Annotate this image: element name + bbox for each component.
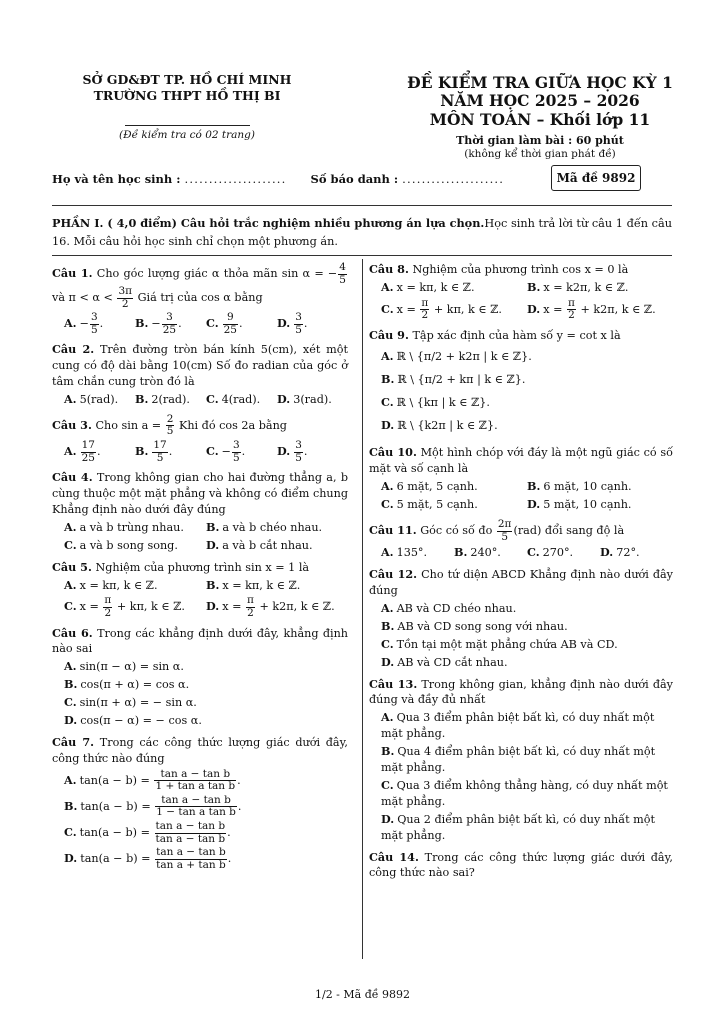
question-text: Trong các khẳng định dưới đây, khẳng định nào sai xyxy=(52,626,348,656)
student-name-field[interactable]: ..................... xyxy=(184,172,287,186)
fraction: $\frac{4}{5}$ xyxy=(339,261,346,286)
question-5 xyxy=(52,560,348,620)
option-b[interactable]: B. ℝ \ {π/2 + kπ | k ∈ ℤ}. xyxy=(381,371,526,386)
option-d[interactable]: D. x = $\frac{\pi}{2}$ + k2π, k ∈ ℤ. xyxy=(527,296,656,322)
option-b[interactable]: B. AB và CD song song với nhau. xyxy=(381,618,568,633)
option-b[interactable]: B. x = k2π, k ∈ ℤ. xyxy=(527,279,629,294)
option-c[interactable]: C. Qua 3 điểm không thẳng hàng, có duy nhất một mặt phẳng. xyxy=(381,777,668,808)
question-text: Cho góc lượng giác α thỏa mãn sin α = − xyxy=(96,267,338,281)
option-b[interactable]: B. cos(π + α) = cos α. xyxy=(64,677,190,692)
option-a[interactable]: A. a và b trùng nhau. xyxy=(64,519,184,534)
school-header xyxy=(62,72,312,142)
question-text: Khi đó cos 2a bằng xyxy=(175,418,287,432)
question-label: Câu 7. xyxy=(52,734,95,749)
option-c[interactable]: C. a và b song song. xyxy=(64,537,178,552)
question-text: Cho tứ diện ABCD Khẳng định nào dưới đây đúng xyxy=(369,568,673,597)
right-column xyxy=(369,262,673,887)
candidate-number-field[interactable]: ..................... xyxy=(402,172,505,186)
question-label: Câu 2. xyxy=(52,342,95,357)
option-c[interactable]: C. sin(π + α) = − sin α. xyxy=(64,695,197,710)
option-c[interactable]: C. tan(a − b) = $\frac{\text{tan a − tan b}}{\text{tan a − tan b}}$ . xyxy=(64,819,231,845)
question-text: Tập xác định của hàm số y = cot x là xyxy=(412,328,621,342)
question-8 xyxy=(369,262,673,322)
option-a[interactable]: A. 135°. xyxy=(381,545,428,560)
option-d[interactable]: D. AB và CD cắt nhau. xyxy=(381,654,508,669)
question-12 xyxy=(369,567,673,670)
option-c[interactable]: C. 270°. xyxy=(527,545,574,560)
student-name-label: Họ và tên học sinh : xyxy=(52,172,181,186)
question-14 xyxy=(369,850,673,882)
question-text: Nghiệm của phương trình cos x = 0 là xyxy=(412,263,629,276)
option-a[interactable]: A. 6 mặt, 5 cạnh. xyxy=(381,479,478,494)
option-d[interactable]: D. $\frac{3}{5}$ . xyxy=(277,311,308,336)
option-b[interactable]: B. tan(a − b) = $\frac{\text{tan a − tan b}}{\text{1 − tan a tan b}}$ . xyxy=(64,793,242,819)
option-c[interactable]: C. ℝ \ {kπ | k ∈ ℤ}. xyxy=(381,394,490,409)
question-text: Nghiệm của phương trình sin x = 1 là xyxy=(95,560,310,574)
question-text: Trong không gian cho hai đường thẳng a, b cùng thuộc một mặt phẳng và không có điểm chung Khẳng định nào dưới đây đúng xyxy=(52,471,348,516)
question-4 xyxy=(52,470,348,554)
question-label: Câu 3. xyxy=(52,417,92,432)
time-limit: Thời gian làm bài : 60 phút xyxy=(456,133,624,147)
question-text: Cho sin a = xyxy=(95,418,165,432)
question-2 xyxy=(52,342,348,408)
question-label: Câu 13. xyxy=(369,676,418,691)
option-c[interactable]: C. − $\frac{3}{5}$ . xyxy=(206,439,246,464)
part-one-heading xyxy=(52,214,672,251)
option-a[interactable]: A. AB và CD chéo nhau. xyxy=(381,600,517,615)
option-d[interactable]: D. ℝ \ {k2π | k ∈ ℤ}. xyxy=(381,417,498,432)
option-d[interactable]: D. Qua 2 điểm phân biệt bất kì, có duy nhất một mặt phẳng. xyxy=(381,811,655,842)
question-9 xyxy=(369,328,673,440)
option-c[interactable]: C. 5 mặt, 5 cạnh. xyxy=(381,497,478,512)
option-a[interactable]: A. sin(π − α) = sin α. xyxy=(64,659,184,674)
question-text: Trong các công thức lượng giác dưới đây, công thức nào sai? xyxy=(369,850,673,880)
fraction: $\frac{3\pi}{2}$ xyxy=(118,285,133,310)
question-text: Trong các công thức lượng giác dưới đây, công thức nào đúng xyxy=(52,735,348,765)
option-d[interactable]: D. $\frac{3}{5}$ . xyxy=(277,439,308,464)
question-label: Câu 5. xyxy=(52,559,92,574)
question-text: (rad) đổi sang độ là xyxy=(513,524,625,538)
question-10 xyxy=(369,445,673,513)
option-b[interactable]: B. − $\frac{3}{25}$ . xyxy=(135,311,182,336)
question-label: Câu 11. xyxy=(369,523,417,538)
subject-title: MÔN TOÁN – Khối lớp 11 xyxy=(429,109,651,129)
header-divider xyxy=(125,125,250,126)
option-c[interactable]: C. Tồn tại một mặt phẳng chứa AB và CD. xyxy=(381,636,618,651)
question-6 xyxy=(52,626,348,729)
option-d[interactable]: D. 5 mặt, 10 cạnh. xyxy=(527,497,632,512)
option-a[interactable]: A. $\frac{17}{25}$ . xyxy=(64,439,101,464)
option-d[interactable]: D. tan(a − b) = $\frac{\text{tan a − tan b}}{\text{tan a + tan b}}$ . xyxy=(64,846,232,871)
option-d[interactable]: D. cos(π − α) = − cos α. xyxy=(64,713,202,728)
question-label: Câu 1. xyxy=(52,266,93,281)
option-d[interactable]: D. x = $\frac{\pi}{2}$ + k2π, k ∈ ℤ. xyxy=(206,594,335,619)
question-label: Câu 6. xyxy=(52,625,93,640)
question-11 xyxy=(369,519,673,561)
question-label: Câu 8. xyxy=(369,262,409,276)
section-divider-bottom xyxy=(52,255,672,256)
option-a[interactable]: A. ℝ \ {π/2 + k2π | k ∈ ℤ}. xyxy=(381,348,532,363)
option-b[interactable]: B. 6 mặt, 10 cạnh. xyxy=(527,479,632,494)
option-d[interactable]: D. 72°. xyxy=(600,545,640,560)
department-name: SỞ GD&ĐT TP. HỒ CHÍ MINH xyxy=(82,72,292,87)
option-c[interactable]: C. x = $\frac{\pi}{2}$ + kπ, k ∈ ℤ. xyxy=(64,594,185,619)
option-a[interactable]: A. − $\frac{3}{5}$ . xyxy=(64,311,104,336)
option-c[interactable]: C. x = $\frac{\pi}{2}$ + kπ, k ∈ ℤ. xyxy=(381,296,502,322)
option-b[interactable]: B. 2(rad). xyxy=(135,392,190,406)
question-label: Câu 12. xyxy=(369,567,418,582)
option-b[interactable]: B. $\frac{17}{5}$ . xyxy=(135,439,173,464)
option-b[interactable]: B. a và b chéo nhau. xyxy=(206,519,323,534)
question-3 xyxy=(52,414,348,464)
question-1 xyxy=(52,262,348,336)
option-a[interactable]: A. x = kπ, k ∈ ℤ. xyxy=(381,279,475,294)
option-c[interactable]: C. 4(rad). xyxy=(206,392,261,406)
fraction: $\frac{2}{5}$ xyxy=(166,412,174,438)
exam-title: ĐỀ KIỂM TRA GIỮA HỌC KỲ 1 xyxy=(407,73,673,92)
option-d[interactable]: D. a và b cắt nhau. xyxy=(206,537,313,552)
school-year: NĂM HỌC 2025 – 2026 xyxy=(440,91,640,111)
option-a[interactable]: A. 5(rad). xyxy=(64,392,119,406)
question-label: Câu 10. xyxy=(369,445,417,460)
exam-code-box: Mã đề 9892 xyxy=(551,165,641,191)
question-text: Góc có số đo xyxy=(420,524,496,538)
question-label: Câu 4. xyxy=(52,470,93,485)
option-a[interactable]: A. Qua 3 điểm phân biệt bất kì, có duy nhất một mặt phẳng. xyxy=(381,710,655,741)
time-note: (không kể thời gian phát đề) xyxy=(464,147,616,160)
question-text: Trong không gian, khẳng định nào dưới đây đúng và đầy đủ nhất xyxy=(369,677,673,707)
page-footer: 1/2 - Mã đề 9892 xyxy=(314,988,411,1001)
option-a[interactable]: A. tan(a − b) = $\frac{\text{tan a − tan b}}{\text{1 + tan a tan b}}$ . xyxy=(64,767,241,793)
pages-note: (Đề kiểm tra có 02 trang) xyxy=(119,129,255,142)
option-d[interactable]: D. 3(rad). xyxy=(277,392,332,406)
question-label: Câu 9. xyxy=(369,327,409,342)
option-b[interactable]: B. x = kπ, k ∈ ℤ. xyxy=(206,577,301,592)
fraction: $\frac{2\pi}{5}$ xyxy=(497,518,512,543)
question-text: Giá trị của cos α bằng xyxy=(134,291,263,305)
question-text: Một hình chóp với đáy là một ngũ giác có số mặt và số cạnh là xyxy=(369,446,673,476)
option-b[interactable]: B. Qua 4 điểm phân biệt bất kì, có duy nhất một mặt phẳng. xyxy=(381,744,656,775)
exam-header xyxy=(395,74,685,160)
question-text: và π < α < xyxy=(52,291,117,305)
candidate-number-label: Số báo danh : xyxy=(310,172,399,186)
school-name: TRƯỜNG THPT HỒ THỊ BI xyxy=(93,87,281,103)
question-label: Câu 14. xyxy=(369,849,419,864)
question-13 xyxy=(369,677,673,844)
part-one-instructions: Học sinh trả lời từ câu 1 đến câu 16. Mỗi câu hỏi học sinh chỉ chọn một phương án. xyxy=(52,217,672,249)
student-info-line xyxy=(52,171,504,187)
column-divider xyxy=(362,259,363,959)
question-7 xyxy=(52,735,348,871)
section-divider-top xyxy=(52,205,672,206)
left-column xyxy=(52,262,348,877)
part-one-title: PHẦN I. ( 4,0 điểm) Câu hỏi trắc nghiệm nhiều phương án lựa chọn. xyxy=(52,216,485,230)
option-a[interactable]: A. x = kπ, k ∈ ℤ. xyxy=(64,577,158,592)
question-text: Trên đường tròn bán kính 5(cm), xét một cung có độ dài bằng 10(cm) Số đo radian của góc ở tâm chắn cung tròn đó là xyxy=(52,343,348,389)
option-c[interactable]: C. $\frac{9}{25}$ . xyxy=(206,311,243,336)
option-b[interactable]: B. 240°. xyxy=(454,545,501,560)
